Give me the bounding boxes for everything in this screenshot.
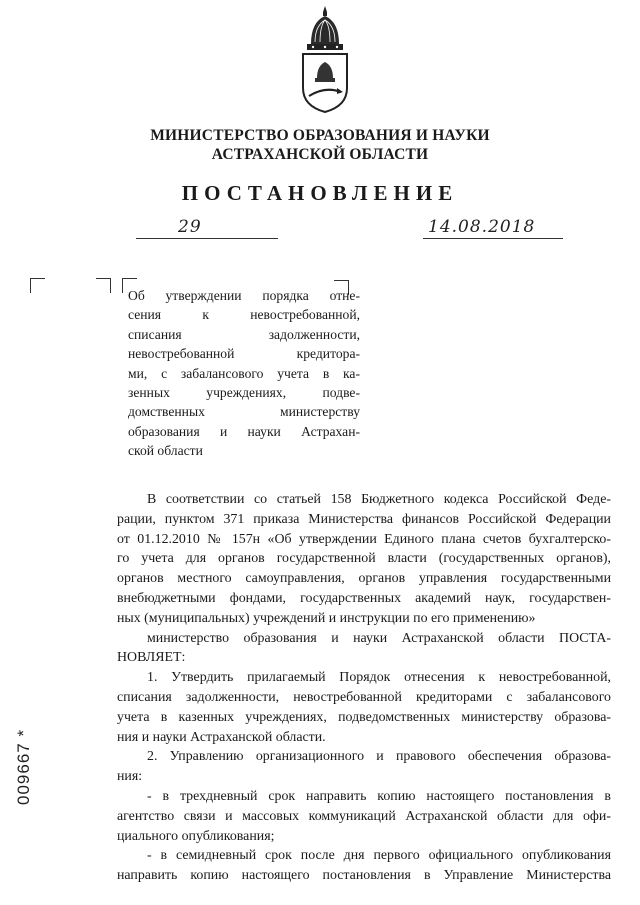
- body-line: ных (муниципальных) учреждений и инструкции по его применению»: [117, 610, 536, 626]
- body-line: рации, пунктом 371 приказа Министерства финансов Российской Федерации: [117, 511, 611, 527]
- subject-line: зенных учреждениях, подве-: [128, 385, 360, 401]
- ministry-name-line1: МИНИСТЕРСТВО ОБРАЗОВАНИЯ И НАУКИ: [150, 127, 490, 144]
- date-underline: [423, 238, 563, 239]
- body-line: го учета для органов государственной власти (государственных органов),: [117, 551, 611, 567]
- body-line: ния:: [117, 769, 143, 785]
- subject-line: списания задолженности,: [128, 326, 360, 342]
- body-line: циального опубликования;: [117, 828, 275, 844]
- serial-number-stamp: 009667 *: [14, 728, 33, 805]
- body-line: агентство связи и массовых коммуникаций Астраханской области для офи-: [117, 808, 611, 824]
- subject-line: домственных министерству: [128, 404, 360, 420]
- subject-line: сения к невостребованной,: [128, 307, 360, 323]
- number-underline: [136, 238, 278, 239]
- ministry-name-line2: АСТРАХАНСКОЙ ОБЛАСТИ: [211, 146, 429, 163]
- subject-line: Об утверждении порядка отне-: [128, 288, 360, 303]
- body-line: внебюджетными фондами, государственных академий наук, государствен-: [117, 590, 611, 606]
- subject-line: образования и науки Астрахан-: [128, 423, 360, 439]
- margin-corner-mark: [30, 278, 45, 293]
- body-line: - в семидневный срок после дня первого официального опубликования: [147, 848, 611, 864]
- subject-line: ской области: [128, 443, 203, 459]
- subject-line: невостребованной кредитора-: [128, 346, 360, 362]
- document-date: 14.08.2018: [428, 217, 536, 237]
- body-line: от 01.12.2010 № 157н «Об утверждении Единого плана счетов бухгалтерско-: [117, 531, 611, 547]
- body-line: ния и науки Астраханской области.: [117, 729, 326, 745]
- margin-corner-mark: [96, 278, 111, 293]
- body-line: министерство образования и науки Астраханской области ПОСТА-: [147, 630, 611, 646]
- document-body: [117, 490, 611, 886]
- coat-of-arms-emblem: [293, 4, 357, 116]
- body-line: учета в казенных учреждениях, подведомственных министерству образова-: [117, 709, 611, 725]
- document-number: 29: [178, 217, 202, 237]
- body-line: - в трехдневный срок направить копию настоящего постановления в: [147, 788, 611, 804]
- body-line: 1. Утвердить прилагаемый Порядок отнесения к невостребованной,: [147, 670, 611, 686]
- body-line: списания задолженности, невостребованной кредиторами с забалансового: [117, 689, 611, 705]
- body-line: НОВЛЯЕТ:: [117, 650, 186, 666]
- subject-line: ми, с забалансового учета в ка-: [128, 365, 360, 381]
- body-line: направить копию настоящего постановления в Управление Министерства: [117, 868, 611, 884]
- body-line: органов местного самоуправления, органов управления государственными: [117, 571, 611, 587]
- document-subject: [128, 286, 360, 461]
- body-line: В соответствии со статьей 158 Бюджетного кодекса Российской Феде-: [147, 492, 611, 507]
- body-line: 2. Управлению организационного и правового обеспечения образова-: [147, 749, 611, 765]
- document-type-title: ПОСТАНОВЛЕНИЕ: [181, 181, 459, 205]
